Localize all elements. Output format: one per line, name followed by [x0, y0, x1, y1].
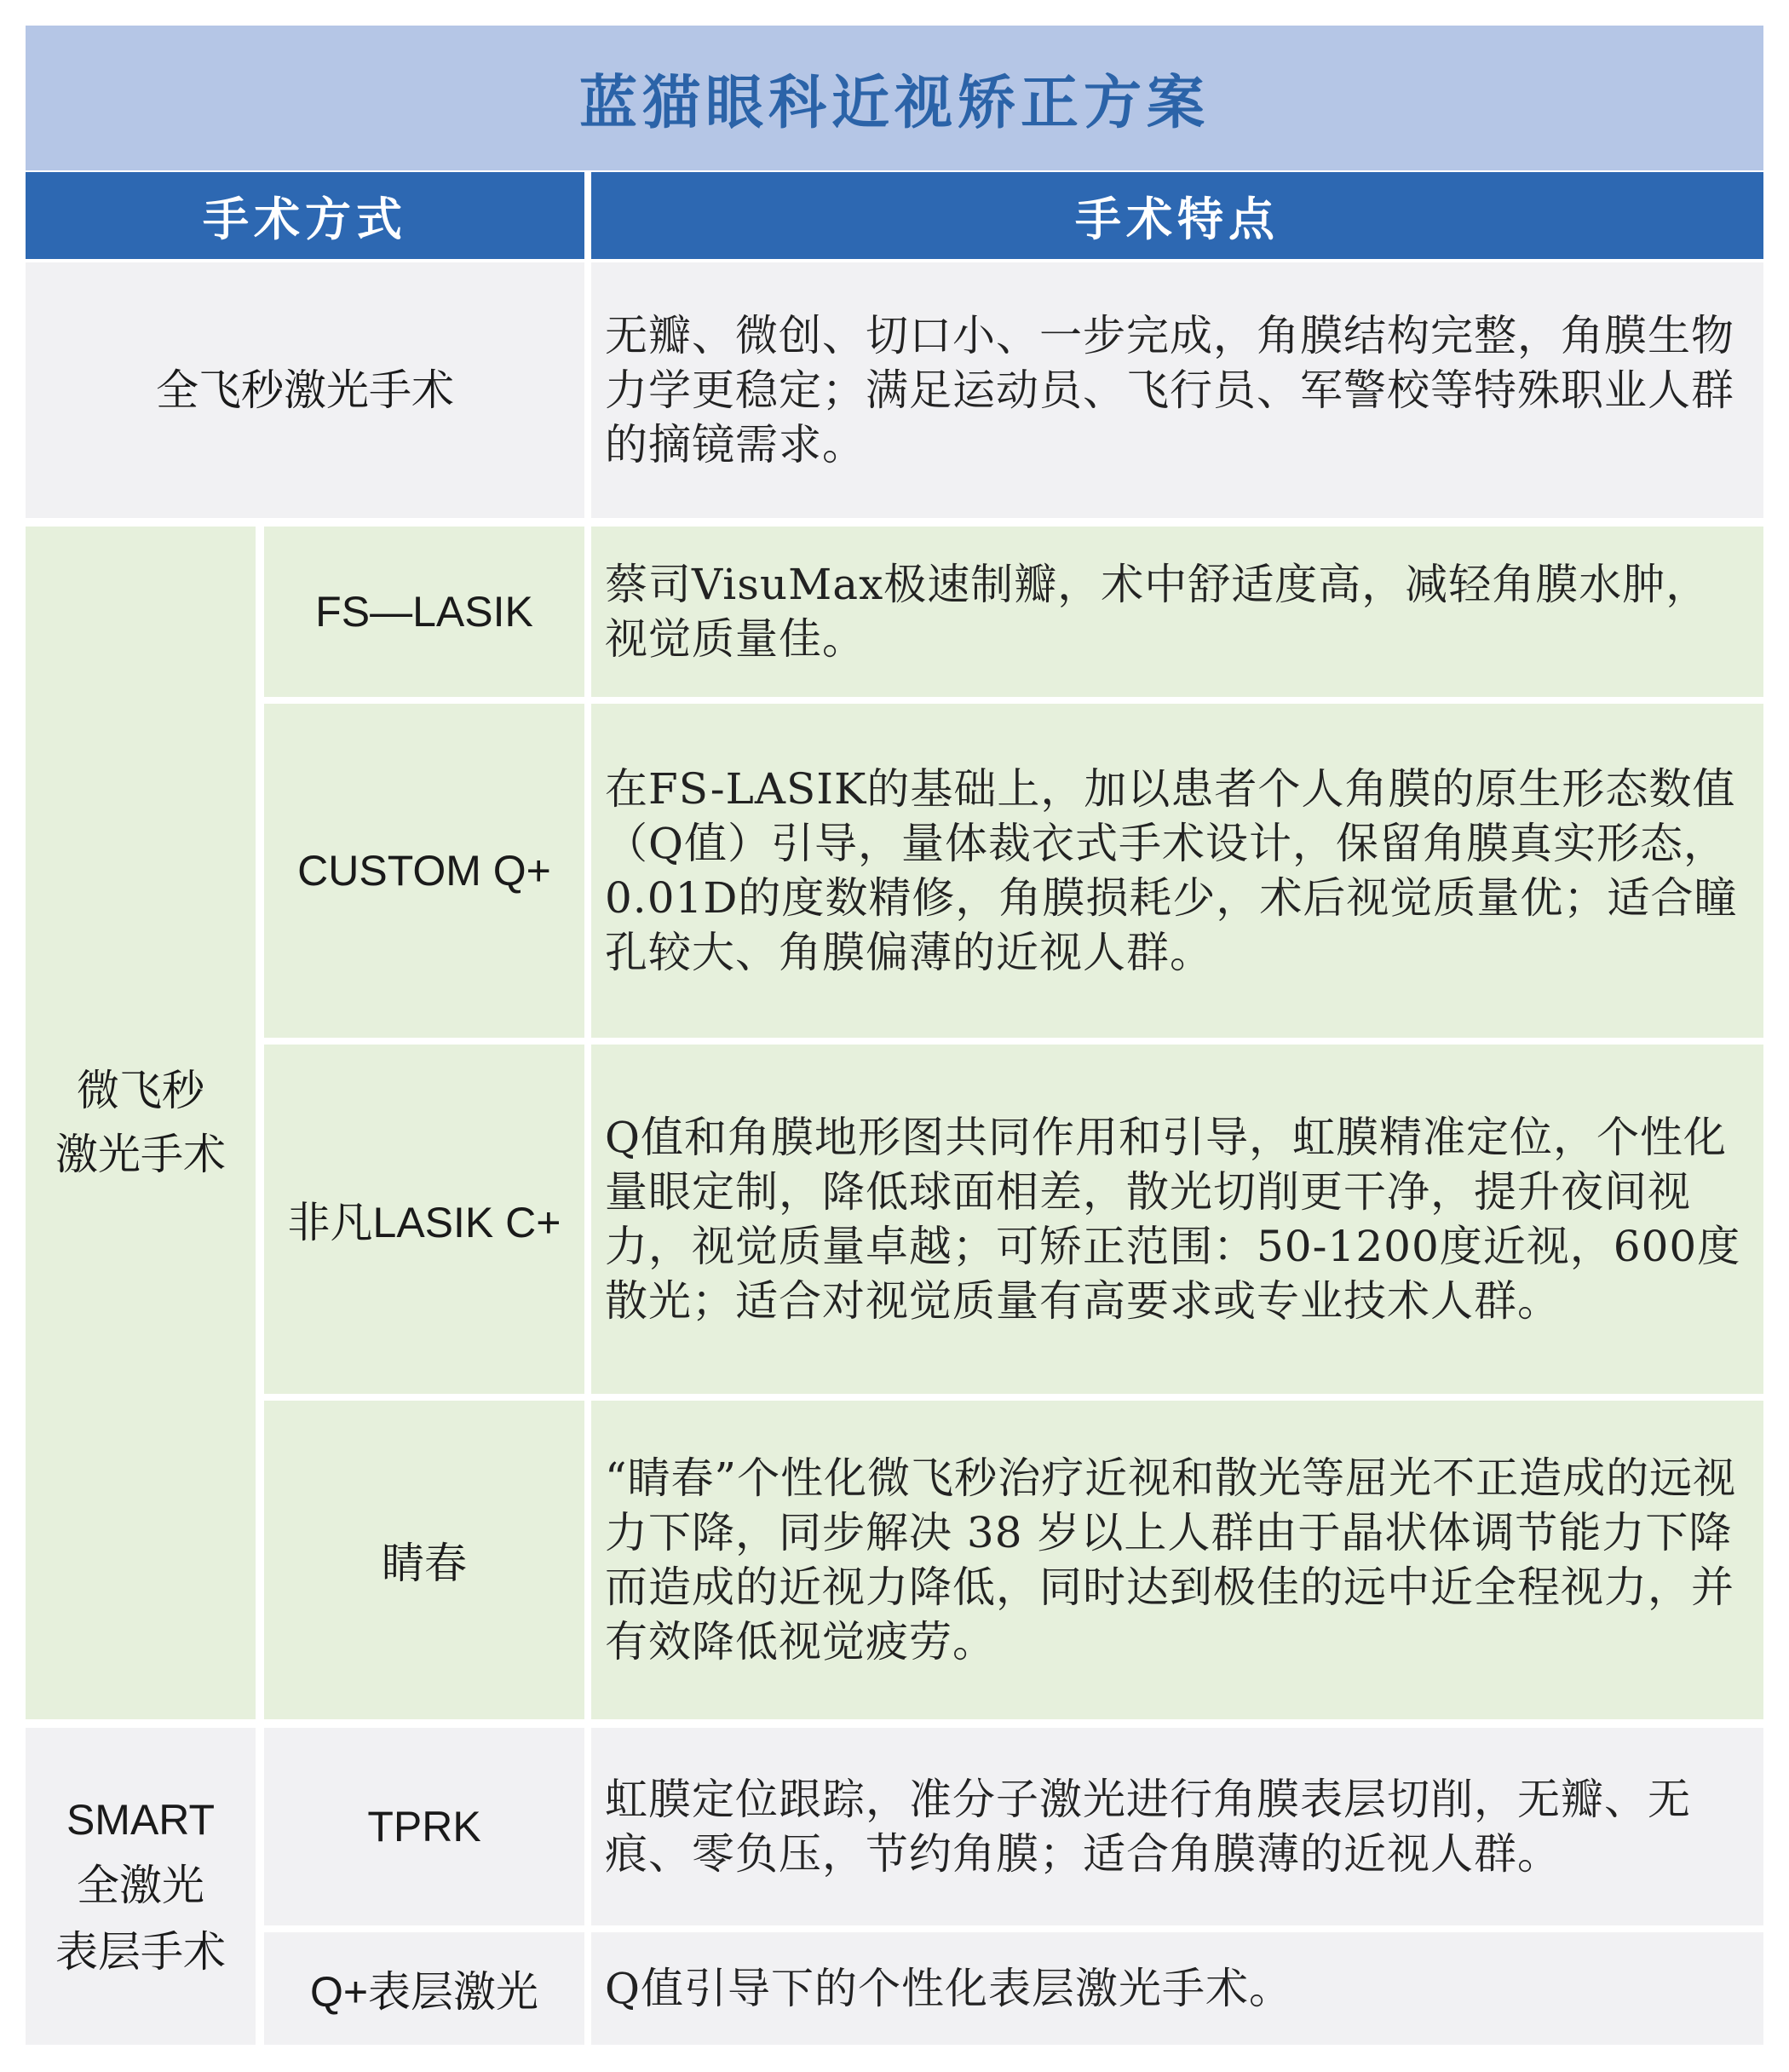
group-femto-lasik-line1: 微飞秒	[77, 1066, 204, 1115]
group-femto-lasik-line2: 激光手术	[55, 1130, 226, 1179]
desc-smile: 无瓣、微创、切口小、一步完成，角膜结构完整，角膜生物力学更稳定；满足运动员、飞行员、军警校等特殊职业人群的摘镜需求。	[591, 262, 1763, 518]
method-custom-q: CUSTOM Q+	[264, 704, 584, 1038]
desc-jingchun: “睛春”个性化微飞秒治疗近视和散光等屈光不正造成的远视力下降，同步解决 38 岁以上人群由于晶状体调节能力下降而造成的近视力降低，同时达到极佳的远中近全程视力，并有效降低视觉疲劳。	[591, 1401, 1763, 1719]
method-fs-lasik: FS—LASIK	[264, 527, 584, 697]
method-fanfan-lasik: 非凡LASIK C+	[264, 1045, 584, 1394]
header-features: 手术特点	[591, 172, 1763, 259]
method-q-surface: Q+表层激光	[264, 1932, 584, 2045]
desc-custom-q: 在FS-LASIK的基础上，加以患者个人角膜的原生形态数值（Q值）引导，量体裁衣式手术设计，保留角膜真实形态，0.01D的度数精修，角膜损耗少，术后视觉质量优；适合瞳孔较大、角膜偏薄的近视人群。	[591, 704, 1763, 1038]
group-femto-lasik	[26, 527, 256, 1719]
method-tprk: TPRK	[264, 1728, 584, 1925]
page-title: 蓝猫眼科近视矫正方案	[26, 26, 1763, 170]
group-smart-line2: 全激光	[77, 1861, 204, 1911]
method-smile: 全飞秒激光手术	[26, 262, 584, 518]
group-smart-line3: 表层手术	[55, 1926, 226, 1977]
desc-tprk: 虹膜定位跟踪，准分子激光进行角膜表层切削，无瓣、无痕、零负压，节约角膜；适合角膜薄的近视人群。	[591, 1728, 1763, 1925]
desc-fs-lasik: 蔡司VisuMax极速制瓣，术中舒适度高，减轻角膜水肿，视觉质量佳。	[591, 527, 1763, 697]
desc-fanfan-lasik: Q值和角膜地形图共同作用和引导，虹膜精准定位，个性化量眼定制，降低球面相差，散光切削更干净，提升夜间视力，视觉质量卓越；可矫正范围：50-1200度近视，600度散光；适合对视觉质量有高要求或专业技术人群。	[591, 1045, 1763, 1394]
header-method: 手术方式	[26, 172, 584, 259]
method-jingchun: 睛春	[264, 1401, 584, 1719]
desc-q-surface: Q值引导下的个性化表层激光手术。	[591, 1932, 1763, 2045]
group-smart-surface	[26, 1728, 256, 2045]
group-smart-line1: SMART	[66, 1795, 216, 1844]
